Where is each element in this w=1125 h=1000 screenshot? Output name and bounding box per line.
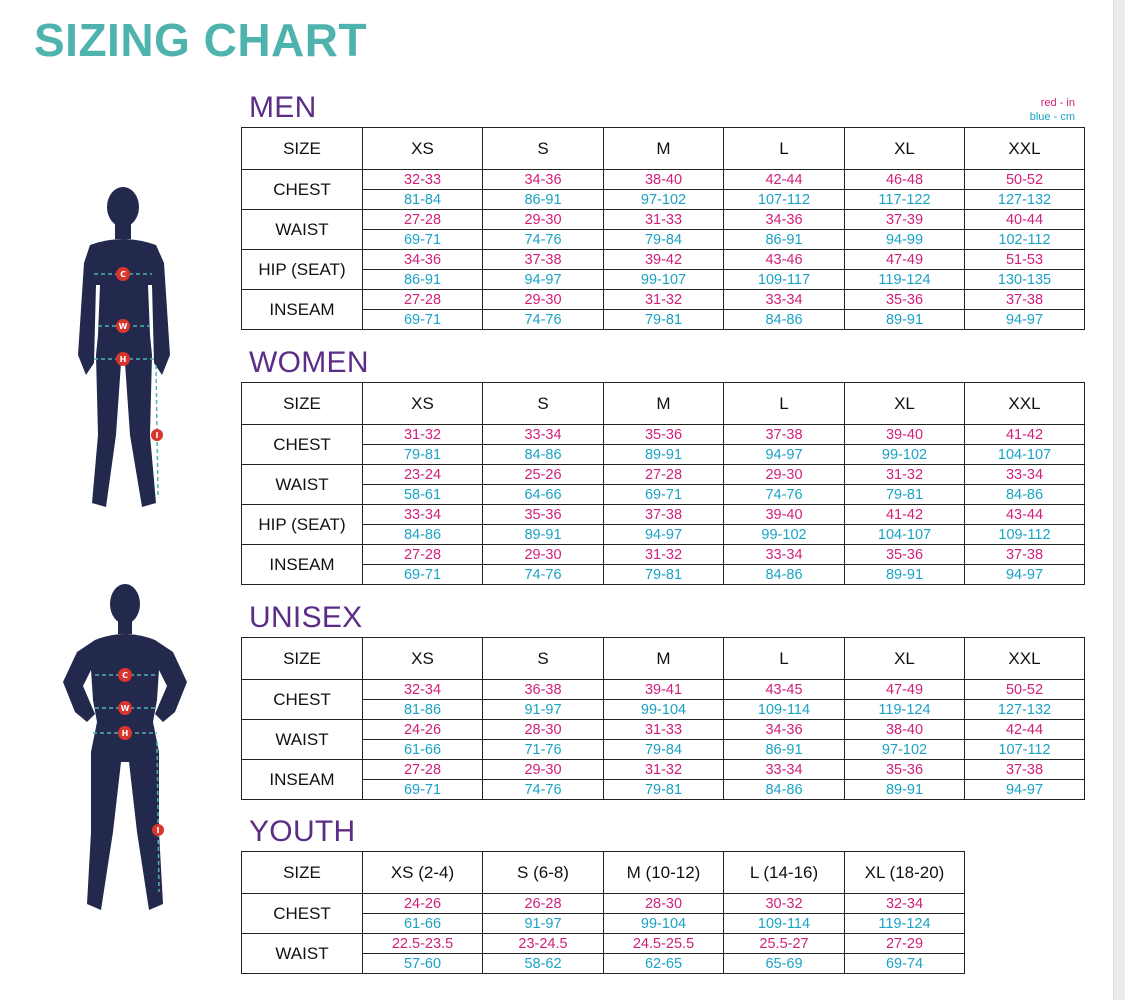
value-cm: 130-135 <box>965 270 1085 290</box>
section-title-women: WOMEN <box>249 346 369 379</box>
value-in: 31-32 <box>604 545 724 565</box>
value-cm: 84-86 <box>363 525 483 545</box>
hip-marker: H <box>119 355 127 364</box>
value-in: 33-34 <box>483 425 604 445</box>
value-in: 24-26 <box>363 720 483 740</box>
value-in: 34-36 <box>483 170 604 190</box>
value-in: 27-29 <box>845 934 965 954</box>
size-col-header: XXL <box>965 638 1085 680</box>
value-cm: 104-107 <box>845 525 965 545</box>
inseam-marker: I <box>155 431 159 440</box>
value-cm: 89-91 <box>845 565 965 585</box>
value-in: 37-38 <box>483 250 604 270</box>
value-cm: 79-81 <box>604 780 724 800</box>
size-col-header: S <box>483 638 604 680</box>
size-col-header: L <box>724 383 845 425</box>
value-cm: 74-76 <box>724 485 845 505</box>
table-row <box>242 230 1085 250</box>
size-header: SIZE <box>242 638 363 680</box>
value-in: 25.5-27 <box>724 934 845 954</box>
table-row <box>242 680 1085 700</box>
size-col-header: S <box>483 128 604 170</box>
value-in: 42-44 <box>724 170 845 190</box>
size-header: SIZE <box>242 128 363 170</box>
value-cm: 79-81 <box>604 565 724 585</box>
value-in: 27-28 <box>363 545 483 565</box>
table-row <box>242 700 1085 720</box>
value-cm: 79-84 <box>604 740 724 760</box>
value-cm: 79-81 <box>845 485 965 505</box>
table-row <box>242 290 1085 310</box>
value-in: 22.5-23.5 <box>363 934 483 954</box>
size-col-header: S (6-8) <box>483 852 604 894</box>
value-cm: 89-91 <box>845 780 965 800</box>
row-label: HIP (SEAT) <box>242 250 363 290</box>
value-in: 31-32 <box>845 465 965 485</box>
table-header-row <box>242 128 1085 170</box>
value-in: 39-40 <box>845 425 965 445</box>
value-in: 27-28 <box>363 760 483 780</box>
section-title-men: MEN <box>249 91 317 124</box>
value-in: 36-38 <box>483 680 604 700</box>
value-cm: 119-124 <box>845 914 965 934</box>
page-edge <box>1113 0 1125 1000</box>
value-cm: 61-66 <box>363 740 483 760</box>
value-in: 43-46 <box>724 250 845 270</box>
value-cm: 61-66 <box>363 914 483 934</box>
size-col-header: XL <box>845 638 965 680</box>
value-in: 34-36 <box>724 720 845 740</box>
value-cm: 94-97 <box>724 445 845 465</box>
size-col-header: XL <box>845 383 965 425</box>
row-label: WAIST <box>242 210 363 250</box>
value-cm: 94-97 <box>483 270 604 290</box>
value-cm: 99-104 <box>604 914 724 934</box>
value-in: 41-42 <box>965 425 1085 445</box>
size-col-header: S <box>483 383 604 425</box>
size-col-header: XL <box>845 128 965 170</box>
value-in: 29-30 <box>724 465 845 485</box>
value-in: 37-38 <box>965 545 1085 565</box>
value-in: 50-52 <box>965 680 1085 700</box>
chest-marker: C <box>122 671 128 680</box>
table-row <box>242 565 1085 585</box>
value-cm: 84-86 <box>724 565 845 585</box>
value-in: 32-33 <box>363 170 483 190</box>
value-in: 29-30 <box>483 545 604 565</box>
value-cm: 109-114 <box>724 914 845 934</box>
value-cm: 91-97 <box>483 700 604 720</box>
value-cm: 64-66 <box>483 485 604 505</box>
value-in: 37-39 <box>845 210 965 230</box>
value-in: 31-32 <box>604 290 724 310</box>
value-cm: 74-76 <box>483 565 604 585</box>
value-in: 28-30 <box>483 720 604 740</box>
value-cm: 127-132 <box>965 700 1085 720</box>
value-in: 42-44 <box>965 720 1085 740</box>
value-in: 38-40 <box>604 170 724 190</box>
value-cm: 119-124 <box>845 700 965 720</box>
value-in: 24.5-25.5 <box>604 934 724 954</box>
value-cm: 97-102 <box>604 190 724 210</box>
value-in: 31-32 <box>604 760 724 780</box>
table-row <box>242 465 1085 485</box>
value-cm: 119-124 <box>845 270 965 290</box>
row-label: CHEST <box>242 680 363 720</box>
table-row <box>242 760 1085 780</box>
value-cm: 86-91 <box>724 230 845 250</box>
value-cm: 84-86 <box>965 485 1085 505</box>
value-cm: 84-86 <box>724 310 845 330</box>
size-col-header: M <box>604 638 724 680</box>
table-header-row <box>242 852 965 894</box>
table-row <box>242 894 965 914</box>
row-label: WAIST <box>242 720 363 760</box>
legend-centimeters: blue - cm <box>1029 111 1075 123</box>
value-cm: 94-97 <box>604 525 724 545</box>
value-in: 39-41 <box>604 680 724 700</box>
value-cm: 86-91 <box>724 740 845 760</box>
value-cm: 74-76 <box>483 310 604 330</box>
value-in: 33-34 <box>965 465 1085 485</box>
table-row <box>242 505 1085 525</box>
value-cm: 81-84 <box>363 190 483 210</box>
value-in: 27-28 <box>363 210 483 230</box>
table-row <box>242 210 1085 230</box>
value-cm: 89-91 <box>604 445 724 465</box>
table-row <box>242 250 1085 270</box>
value-cm: 79-84 <box>604 230 724 250</box>
unit-legend <box>1030 96 1075 124</box>
value-cm: 57-60 <box>363 954 483 974</box>
row-label: INSEAM <box>242 290 363 330</box>
legend-inches: red - in <box>1040 97 1075 109</box>
value-in: 51-53 <box>965 250 1085 270</box>
value-in: 27-28 <box>363 290 483 310</box>
table-row <box>242 780 1085 800</box>
value-cm: 89-91 <box>483 525 604 545</box>
value-in: 29-30 <box>483 290 604 310</box>
value-cm: 109-117 <box>724 270 845 290</box>
value-in: 35-36 <box>845 760 965 780</box>
value-cm: 91-97 <box>483 914 604 934</box>
row-label: WAIST <box>242 934 363 974</box>
value-in: 31-32 <box>363 425 483 445</box>
value-cm: 69-74 <box>845 954 965 974</box>
value-cm: 94-97 <box>965 310 1085 330</box>
value-in: 35-36 <box>604 425 724 445</box>
value-cm: 84-86 <box>724 780 845 800</box>
table-row <box>242 740 1085 760</box>
table-row <box>242 310 1085 330</box>
page-title: SIZING CHART <box>34 14 368 66</box>
size-col-header: XXL <box>965 383 1085 425</box>
value-in: 34-36 <box>724 210 845 230</box>
size-col-header: L <box>724 128 845 170</box>
value-cm: 97-102 <box>845 740 965 760</box>
size-col-header: XL (18-20) <box>845 852 965 894</box>
value-in: 39-42 <box>604 250 724 270</box>
value-in: 35-36 <box>483 505 604 525</box>
value-in: 32-34 <box>845 894 965 914</box>
value-in: 33-34 <box>724 545 845 565</box>
value-cm: 84-86 <box>483 445 604 465</box>
size-col-header: M (10-12) <box>604 852 724 894</box>
waist-marker: W <box>120 704 130 713</box>
size-col-header: XS <box>363 638 483 680</box>
value-cm: 62-65 <box>604 954 724 974</box>
value-cm: 117-122 <box>845 190 965 210</box>
value-in: 37-38 <box>965 760 1085 780</box>
value-cm: 58-61 <box>363 485 483 505</box>
male-body-figure <box>70 185 180 525</box>
table-header-row <box>242 638 1085 680</box>
value-in: 29-30 <box>483 210 604 230</box>
value-in: 33-34 <box>724 290 845 310</box>
women-size-table <box>241 382 1085 585</box>
value-cm: 107-112 <box>965 740 1085 760</box>
row-label: CHEST <box>242 425 363 465</box>
size-header: SIZE <box>242 852 363 894</box>
value-in: 41-42 <box>845 505 965 525</box>
value-in: 23-24 <box>363 465 483 485</box>
value-cm: 109-112 <box>965 525 1085 545</box>
value-in: 38-40 <box>845 720 965 740</box>
value-cm: 79-81 <box>363 445 483 465</box>
row-label: CHEST <box>242 170 363 210</box>
row-label: WAIST <box>242 465 363 505</box>
value-cm: 104-107 <box>965 445 1085 465</box>
value-cm: 69-71 <box>363 230 483 250</box>
value-in: 29-30 <box>483 760 604 780</box>
value-cm: 79-81 <box>604 310 724 330</box>
youth-size-table <box>241 851 965 974</box>
value-in: 37-38 <box>965 290 1085 310</box>
value-in: 50-52 <box>965 170 1085 190</box>
value-in: 47-49 <box>845 250 965 270</box>
size-col-header: XS (2-4) <box>363 852 483 894</box>
size-col-header: M <box>604 383 724 425</box>
value-in: 30-32 <box>724 894 845 914</box>
female-body-figure <box>55 582 195 922</box>
table-row <box>242 720 1085 740</box>
row-label: CHEST <box>242 894 363 934</box>
value-cm: 69-71 <box>363 565 483 585</box>
size-col-header: L <box>724 638 845 680</box>
value-cm: 86-91 <box>483 190 604 210</box>
value-cm: 86-91 <box>363 270 483 290</box>
men-size-table <box>241 127 1085 330</box>
value-in: 33-34 <box>363 505 483 525</box>
table-row <box>242 270 1085 290</box>
table-row <box>242 545 1085 565</box>
value-in: 31-33 <box>604 210 724 230</box>
value-in: 35-36 <box>845 290 965 310</box>
value-in: 37-38 <box>724 425 845 445</box>
row-label: INSEAM <box>242 760 363 800</box>
value-in: 25-26 <box>483 465 604 485</box>
size-col-header: XXL <box>965 128 1085 170</box>
size-col-header: L (14-16) <box>724 852 845 894</box>
value-in: 43-45 <box>724 680 845 700</box>
value-in: 31-33 <box>604 720 724 740</box>
table-row <box>242 425 1085 445</box>
table-row <box>242 485 1085 505</box>
table-row <box>242 190 1085 210</box>
value-cm: 74-76 <box>483 780 604 800</box>
value-in: 28-30 <box>604 894 724 914</box>
value-in: 39-40 <box>724 505 845 525</box>
table-row <box>242 525 1085 545</box>
row-label: HIP (SEAT) <box>242 505 363 545</box>
value-in: 34-36 <box>363 250 483 270</box>
value-in: 33-34 <box>724 760 845 780</box>
value-in: 24-26 <box>363 894 483 914</box>
size-header: SIZE <box>242 383 363 425</box>
hip-marker: H <box>121 729 129 738</box>
value-in: 47-49 <box>845 680 965 700</box>
table-row <box>242 934 965 954</box>
value-cm: 65-69 <box>724 954 845 974</box>
section-title-unisex: UNISEX <box>249 601 363 634</box>
size-col-header: M <box>604 128 724 170</box>
value-in: 23-24.5 <box>483 934 604 954</box>
inseam-marker: I <box>156 826 160 835</box>
waist-marker: W <box>118 322 128 331</box>
value-cm: 74-76 <box>483 230 604 250</box>
value-cm: 69-71 <box>363 780 483 800</box>
value-cm: 94-97 <box>965 565 1085 585</box>
value-cm: 99-107 <box>604 270 724 290</box>
value-cm: 107-112 <box>724 190 845 210</box>
chest-marker: C <box>120 270 126 279</box>
value-cm: 99-102 <box>845 445 965 465</box>
value-in: 26-28 <box>483 894 604 914</box>
table-row <box>242 445 1085 465</box>
value-cm: 81-86 <box>363 700 483 720</box>
table-row <box>242 170 1085 190</box>
value-in: 27-28 <box>604 465 724 485</box>
value-in: 37-38 <box>604 505 724 525</box>
row-label: INSEAM <box>242 545 363 585</box>
value-cm: 94-97 <box>965 780 1085 800</box>
size-col-header: XS <box>363 383 483 425</box>
value-in: 46-48 <box>845 170 965 190</box>
section-title-youth: YOUTH <box>249 815 356 848</box>
value-cm: 94-99 <box>845 230 965 250</box>
value-cm: 58-62 <box>483 954 604 974</box>
value-cm: 99-102 <box>724 525 845 545</box>
value-cm: 89-91 <box>845 310 965 330</box>
value-cm: 71-76 <box>483 740 604 760</box>
value-cm: 109-114 <box>724 700 845 720</box>
value-cm: 69-71 <box>363 310 483 330</box>
value-in: 43-44 <box>965 505 1085 525</box>
value-cm: 127-132 <box>965 190 1085 210</box>
table-header-row <box>242 383 1085 425</box>
value-in: 40-44 <box>965 210 1085 230</box>
size-col-header: XS <box>363 128 483 170</box>
value-cm: 102-112 <box>965 230 1085 250</box>
value-in: 35-36 <box>845 545 965 565</box>
value-cm: 99-104 <box>604 700 724 720</box>
unisex-size-table <box>241 637 1085 800</box>
value-cm: 69-71 <box>604 485 724 505</box>
value-in: 32-34 <box>363 680 483 700</box>
